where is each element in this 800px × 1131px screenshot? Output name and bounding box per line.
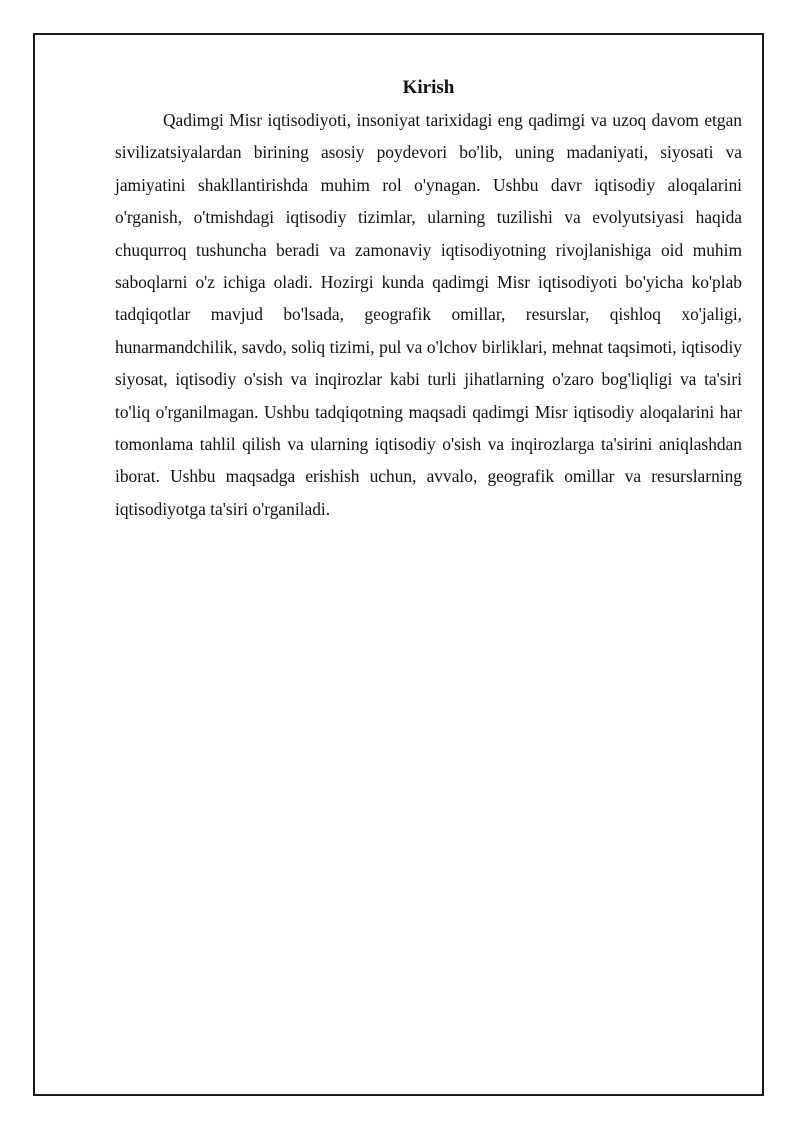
page-content (115, 76, 742, 525)
intro-paragraph: Qadimgi Misr iqtisodiyoti, insoniyat tarixidagi eng qadimgi va uzoq davom etgan sivilizatsiyalardan birining asosiy poydevori bo'lib, uning madaniyati, siyosati va jamiyatini shakllantirishda muhim rol o'ynagan. Ushbu davr iqtisodiy aloqalarini o'rganish, o'tmishdagi iqtisodiy tizimlar, ularning tuzilishi va evolyutsiyasi haqida chuqurroq tushuncha beradi va zamonaviy iqtisodiyotning rivojlanishiga oid muhim saboqlarni o'z ichiga oladi. Hozirgi kunda qadimgi Misr iqtisodiyoti bo'yicha ko'plab tadqiqotlar mavjud bo'lsada, geografik omillar, resurslar, qishloq xo'jaligi, hunarmandchilik, savdo, soliq tizimi, pul va o'lchov birliklari, mehnat taqsimoti, iqtisodiy siyosat, iqtisodiy o'sish va inqirozlar kabi turli jihatlarning o'zaro bog'liqligi va ta'siri to'liq o'rganilmagan. Ushbu tadqiqotning maqsadi qadimgi Misr iqtisodiy aloqalarini har tomonlama tahlil qilish va ularning iqtisodiy o'sish va inqirozlarga ta'sirini aniqlashdan iborat. Ushbu maqsadga erishish uchun, avvalo, geografik omillar va resurslarning iqtisodiyotga ta'siri o'rganiladi. (115, 110, 742, 519)
section-title: Kirish (402, 77, 455, 98)
